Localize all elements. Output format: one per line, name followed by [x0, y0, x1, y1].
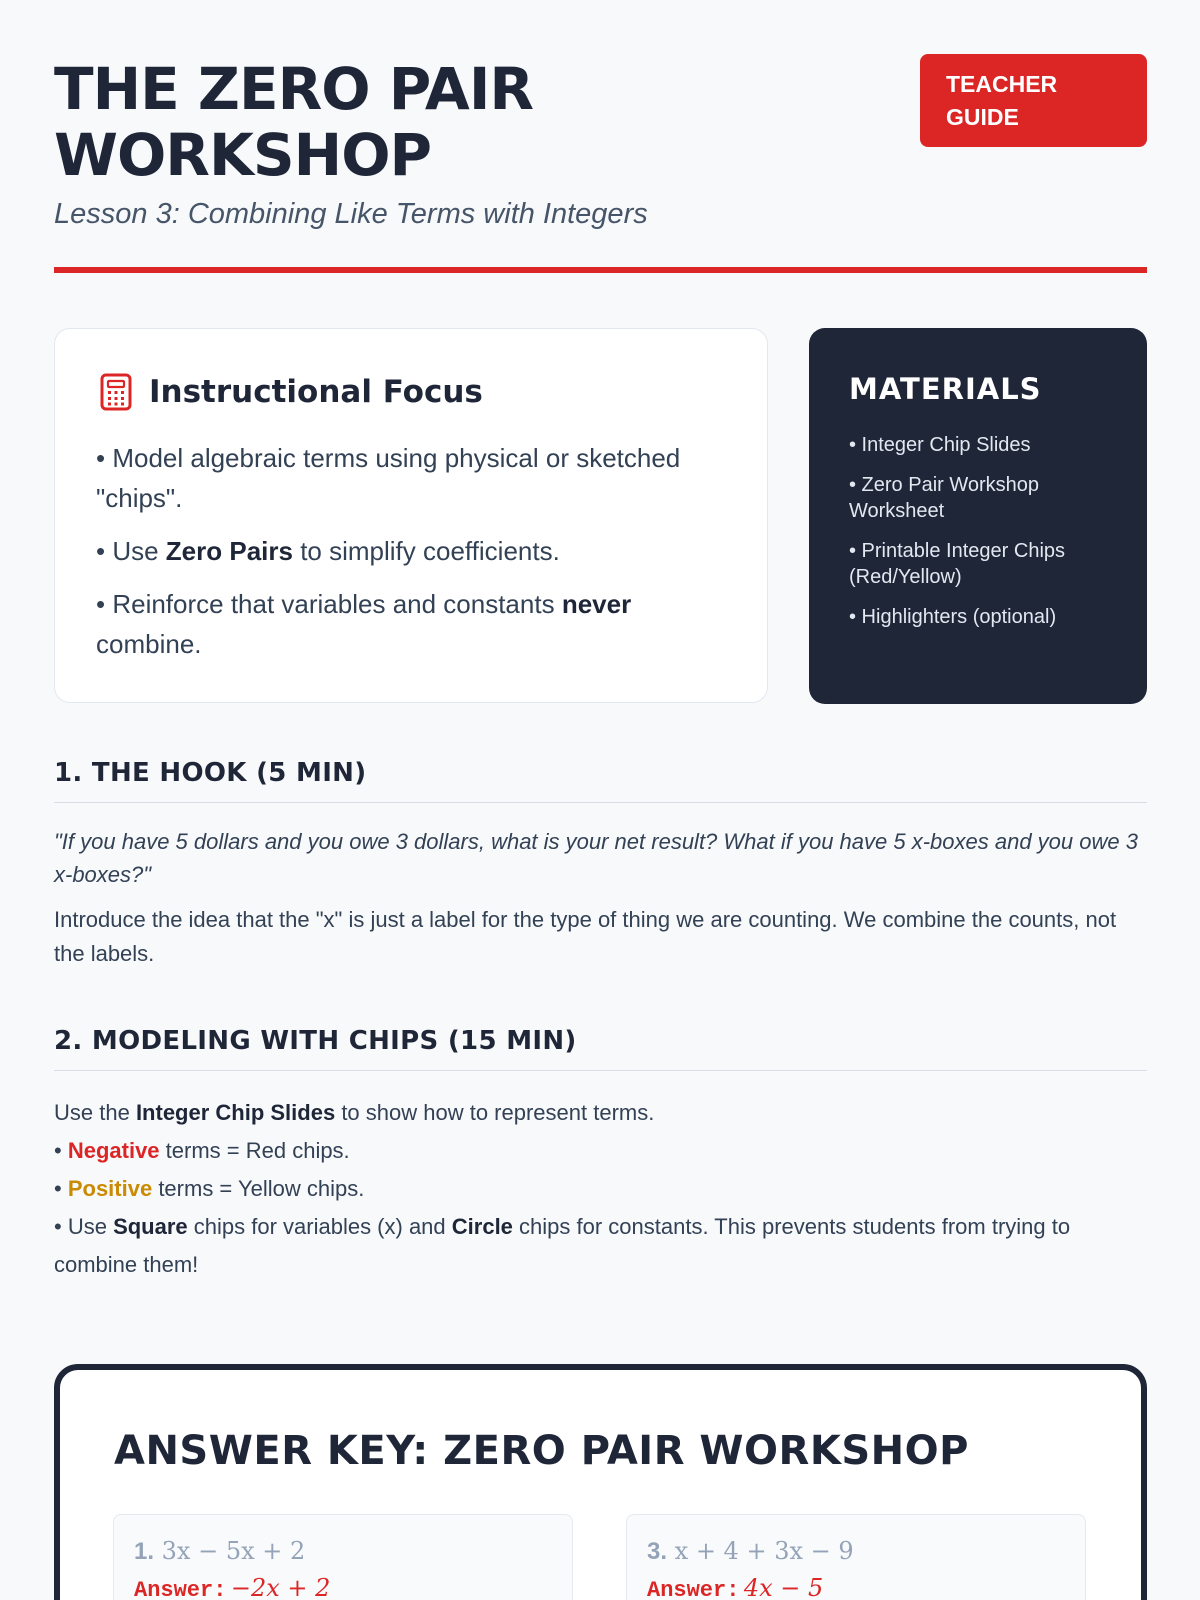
- focus-header: [99, 373, 483, 411]
- lesson-subtitle: Lesson 3: Combining Like Terms with Integers: [54, 198, 648, 230]
- answer-value: Answer: 4x − 5: [647, 1574, 824, 1600]
- answer-item: [626, 1514, 1086, 1600]
- answer-key-title: ANSWER KEY: ZERO PAIR WORKSHOP: [114, 1428, 969, 1474]
- circle-term: Circle: [451, 1214, 513, 1239]
- integer-chip-slides-term: Integer Chip Slides: [135, 1100, 336, 1125]
- instructional-focus-card: [54, 328, 768, 703]
- zero-pairs-term: Zero Pairs: [165, 536, 293, 566]
- header-divider: [54, 267, 1147, 273]
- modeling-line-2: • Negative terms = Red chips.: [54, 1138, 350, 1163]
- answer-problem: 3. x + 4 + 3x − 9: [647, 1537, 854, 1565]
- calculator-icon: [99, 373, 133, 411]
- hook-quote: "If you have 5 dollars and you owe 3 dollars, what is your net result? What if you have 5 x-boxes and you owe 3 x-boxes?": [54, 829, 1138, 887]
- answer-key-card: [54, 1364, 1147, 1600]
- modeling-section: [54, 1026, 1147, 1284]
- modeling-line-1: Use the Integer Chip Slides to show how to represent terms.: [54, 1100, 655, 1125]
- negative-term: Negative: [67, 1138, 160, 1163]
- focus-item-3: • Reinforce that variables and constants never combine.: [96, 589, 632, 659]
- materials-title: MATERIALS: [849, 372, 1042, 406]
- square-term: Square: [113, 1214, 188, 1239]
- modeling-body: [54, 1094, 1147, 1284]
- materials-list: [849, 432, 1129, 644]
- focus-item-2: • Use Zero Pairs to simplify coefficients.: [96, 536, 560, 566]
- focus-title: Instructional Focus: [149, 374, 483, 410]
- teacher-guide-badge: TEACHER GUIDE: [920, 54, 1147, 147]
- header: [54, 0, 1147, 277]
- answer-value: Answer: −2x + 2: [134, 1574, 331, 1600]
- material-item: • Printable Integer Chips (Red/Yellow): [849, 540, 1066, 588]
- modeling-line-4: • Use Square chips for variables (x) and Circle chips for constants. This prevents students from trying to combine them!: [54, 1214, 1071, 1277]
- page-title: THE ZERO PAIR WORKSHOP: [54, 55, 534, 189]
- hook-body: Introduce the idea that the "x" is just a label for the type of thing we are counting. We combine the counts, not the labels.: [54, 907, 1117, 966]
- never-term: never: [561, 589, 632, 619]
- hook-section: [54, 758, 1147, 971]
- materials-card: [809, 328, 1147, 704]
- hook-title: 1. THE HOOK (5 MIN): [54, 758, 367, 788]
- positive-term: Positive: [67, 1176, 153, 1201]
- answer-problem: 1. 3x − 5x + 2: [134, 1537, 306, 1565]
- material-item: • Highlighters (optional): [849, 606, 1057, 628]
- answer-item: [113, 1514, 573, 1600]
- modeling-title: 2. MODELING WITH CHIPS (15 MIN): [54, 1026, 577, 1056]
- focus-list: [96, 438, 726, 677]
- material-item: • Integer Chip Slides: [849, 434, 1031, 456]
- material-item: • Zero Pair Workshop Worksheet: [849, 474, 1040, 522]
- teacher-guide-page: [54, 0, 1147, 1600]
- modeling-line-3: • Positive terms = Yellow chips.: [54, 1176, 365, 1201]
- section-divider: [54, 1070, 1147, 1071]
- section-divider: [54, 802, 1147, 803]
- focus-item-1: • Model algebraic terms using physical or sketched "chips".: [96, 443, 681, 513]
